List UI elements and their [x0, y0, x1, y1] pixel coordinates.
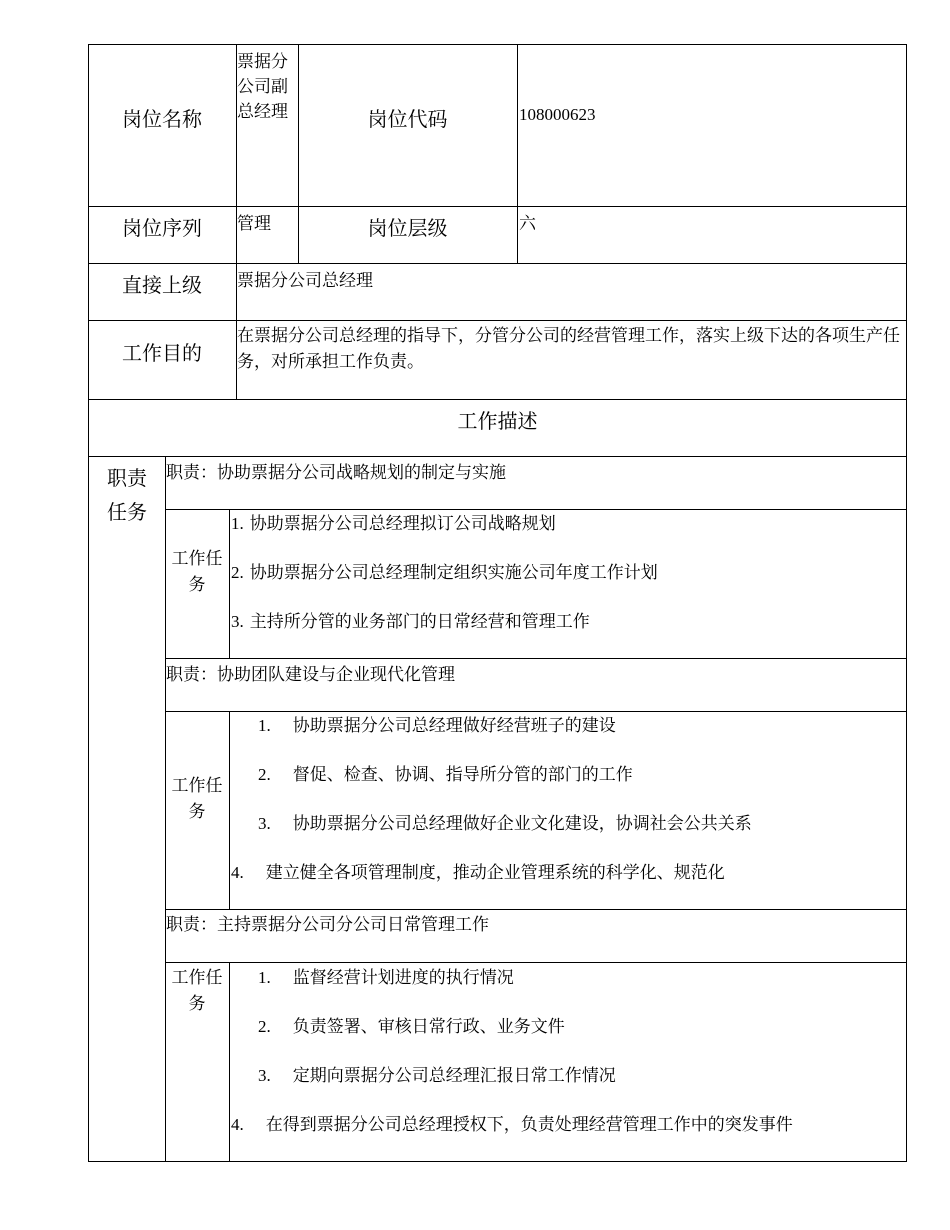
position-name-value: 票据分公司副总经理 — [237, 52, 288, 121]
task-item: 2. 督促、检查、协调、指导所分管的部门的工作 — [258, 765, 633, 784]
purpose-label: 工作目的 — [122, 343, 202, 365]
task-item: 4. 建立健全各项管理制度，推动企业管理系统的科学化、规范化 — [231, 863, 725, 882]
task-item: 3. 定期向票据分公司总经理汇报日常工作情况 — [258, 1066, 616, 1085]
row-divider — [88, 320, 907, 321]
tasks-label: 工作任务 — [171, 776, 223, 821]
row-divider — [165, 909, 907, 910]
supervisor-label: 直接上级 — [122, 275, 202, 297]
supervisor-value: 票据分公司总经理 — [237, 271, 373, 290]
position-code-value: 108000623 — [519, 105, 596, 124]
position-series-label: 岗位序列 — [122, 218, 202, 240]
task-item: 3. 主持所分管的业务部门的日常经营和管理工作 — [231, 612, 590, 631]
tasks-label: 工作任务 — [171, 549, 223, 594]
row-divider — [88, 206, 907, 207]
row-divider — [88, 263, 907, 264]
duty-title: 职责：协助团队建设与企业现代化管理 — [166, 665, 455, 684]
task-item: 1. 协助票据分公司总经理做好经营班子的建设 — [258, 716, 616, 735]
duty-title: 职责：协助票据分公司战略规划的制定与实施 — [166, 463, 506, 482]
position-name-label: 岗位名称 — [122, 109, 202, 131]
position-level-value: 六 — [519, 214, 536, 233]
purpose-value: 在票据分公司总经理的指导下，分管分公司的经营管理工作，落实上级下达的各项生产任务，对所承担工作负责。 — [237, 326, 900, 371]
duties-label: 职责任务 — [107, 468, 147, 524]
description-title: 工作描述 — [457, 411, 538, 433]
row-divider — [165, 962, 907, 963]
task-item: 4. 在得到票据分公司总经理授权下，负责处理经营管理工作中的突发事件 — [231, 1115, 793, 1134]
task-item: 1. 监督经营计划进度的执行情况 — [258, 968, 514, 987]
position-code-label: 岗位代码 — [367, 109, 448, 131]
position-series-value: 管理 — [237, 214, 271, 233]
position-level-label: 岗位层级 — [367, 218, 448, 240]
task-item: 1. 协助票据分公司总经理拟订公司战略规划 — [231, 514, 556, 533]
task-item: 2. 负责签署、审核日常行政、业务文件 — [258, 1017, 565, 1036]
row-divider — [88, 399, 907, 400]
tasks-label: 工作任务 — [171, 968, 223, 1013]
row-divider — [88, 456, 907, 457]
row-divider — [165, 658, 907, 659]
task-item: 3. 协助票据分公司总经理做好企业文化建设，协调社会公共关系 — [258, 814, 752, 833]
task-item: 2. 协助票据分公司总经理制定组织实施公司年度工作计划 — [231, 563, 658, 582]
duty-title: 职责：主持票据分公司分公司日常管理工作 — [166, 915, 489, 934]
